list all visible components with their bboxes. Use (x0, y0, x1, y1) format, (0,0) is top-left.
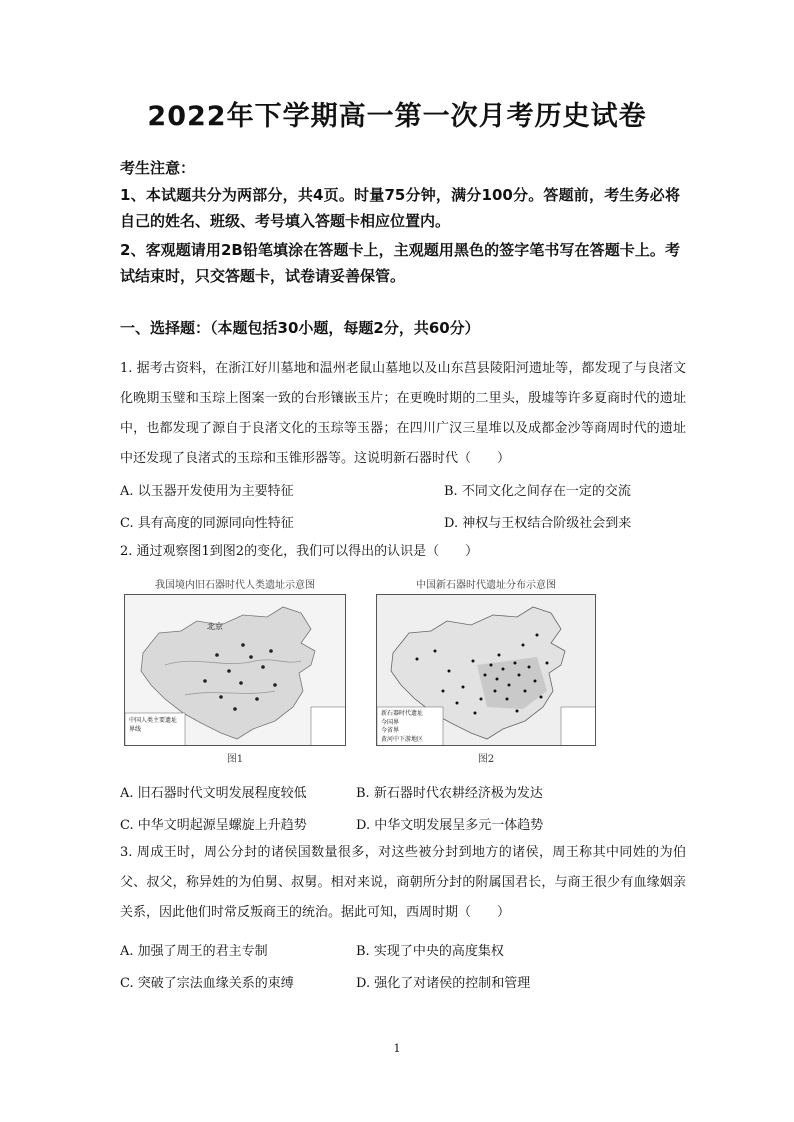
notice-heading: 考生注意： (120, 159, 196, 177)
exam-title: 2022年下学期高一第一次月考历史试卷 (147, 101, 647, 132)
figure-1-map (124, 594, 346, 746)
q2-option-c[interactable]: C. 中华文明起源呈螺旋上升趋势 (120, 818, 307, 833)
notice-item-1-text: 1、本试题共分为两部分，共4页。时量75分钟，满分100分。答题前，考生务必将自己的姓名、班级、考号填入答题卡相应位置内。 (120, 186, 680, 230)
q3-option-b[interactable]: B. 实现了中央的高度集权 (356, 944, 504, 959)
q1-option-b[interactable]: B. 不同文化之间存在一定的交流 (444, 484, 631, 499)
notice-item-2-text: 2、客观题请用2B铅笔填涂在答题卡上，主观题用黑色的签字笔书写在答题卡上。考试结束时，只交答题卡，试卷请妥善保管。 (120, 241, 680, 285)
question-3-stem: 3. 周成王时，周公分封的诸侯国数量很多，对这些被分封到地方的诸侯，周王称其中同姓的为伯父、叔父，称异姓的为伯舅、叔舅。相对来说，商朝所分封的附属国君长，与商王很少有血缘姻亲关系，因此他们时常反叛商王的统治。据此可知，西周时期（ ） (120, 845, 686, 920)
figure-2-legend-item: 黄河中下游地区 (381, 735, 424, 743)
figure-2-legend-item: 新石器时代遗址 (381, 710, 424, 717)
figure-2 (376, 572, 596, 768)
q3-option-a[interactable]: A. 加强了周王的君主专制 (120, 944, 268, 959)
figure-1-place-label: 北京 (207, 622, 223, 631)
q1-option-d[interactable]: D. 神权与王权结合阶级社会到来 (444, 516, 632, 531)
figure-2-label: 图2 (477, 754, 495, 765)
figure-1-label: 图1 (226, 754, 244, 765)
figure-1-legend-item: 中国人类主要遗址 (129, 717, 178, 724)
question-1-stem: 1. 据考古资料，在浙江好川墓地和温州老鼠山墓地以及山东莒县陵阳河遗址等，都发现了与良渚文化晚期玉璧和玉琮上图案一致的台形镶嵌玉片；在更晚时期的二里头，殷墟等许多夏商时代的遗址中，也都发现了源自于良渚文化的玉琮等玉器；在四川广汉三星堆以及成都金沙等商周时代的遗址中还发现了良渚式的玉琮和玉锥形器等。这说明新石器时代（ ） (120, 361, 686, 466)
figure-2-caption: 中国新石器时代遗址分布示意图 (416, 580, 556, 591)
q2-option-b[interactable]: B. 新石器时代农耕经济极为发达 (356, 786, 543, 801)
q3-option-c[interactable]: C. 突破了宗法血缘关系的束缚 (120, 976, 294, 991)
page-number: 1 (393, 1042, 401, 1055)
q2-option-a[interactable]: A. 旧石器时代文明发展程度较低 (120, 786, 307, 801)
q1-option-a[interactable]: A. 以玉器开发使用为主要特征 (120, 484, 294, 499)
figure-2-map (376, 594, 596, 746)
q2-option-d[interactable]: D. 中华文明发展呈多元一体趋势 (356, 818, 544, 833)
question-2-stem: 2. 通过观察图1到图2的变化，我们可以得出的认识是（ ） (120, 544, 479, 559)
figure-1-legend (129, 716, 177, 734)
figure-1-caption: 我国境内旧石器时代人类遗址示意图 (155, 580, 315, 591)
q1-option-c[interactable]: C. 具有高度的同源同向性特征 (120, 516, 294, 531)
q3-option-d[interactable]: D. 强化了对诸侯的控制和管理 (356, 976, 531, 991)
notice-item-1 (120, 182, 680, 234)
figure-2-legend-item: 今国界 (381, 718, 400, 726)
figure-1-legend-item: 界线 (129, 726, 142, 733)
notice-item-2 (120, 237, 680, 289)
figure-1 (124, 572, 346, 768)
figure-2-legend (381, 710, 423, 744)
section-heading: 一、选择题：（本题包括30小题，每题2分，共60分） (120, 319, 480, 337)
figure-2-legend-item: 今省界 (381, 727, 400, 734)
